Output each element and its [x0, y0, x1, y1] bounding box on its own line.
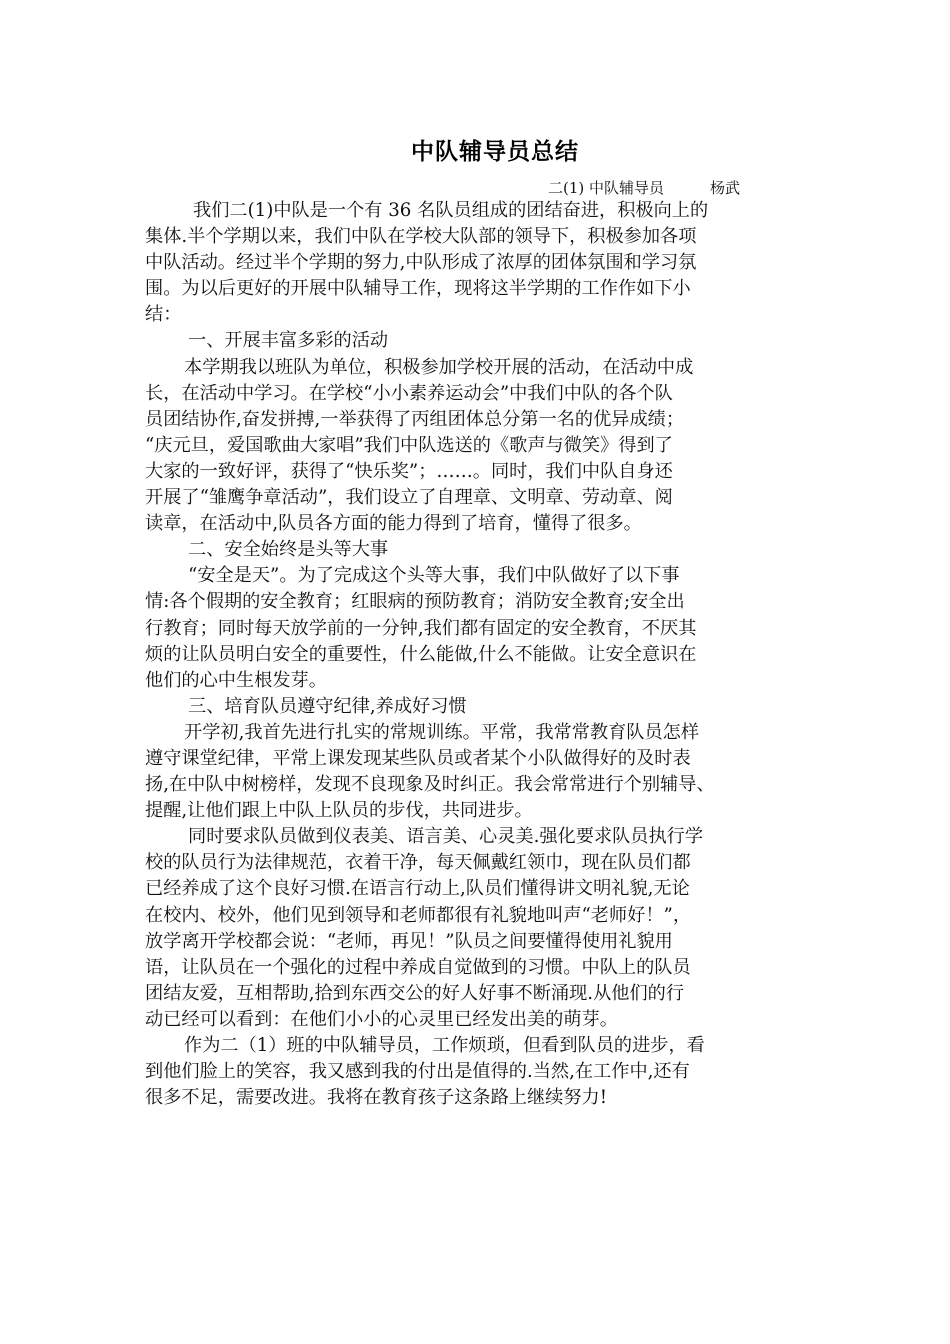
- paragraph-line: 集体.半个学期以来，我们中队在学校大队部的领导下，积极参加各项: [145, 226, 697, 248]
- paragraph-line: 开展了“雏鹰争章活动”，我们设立了自理章、文明章、劳动章、阅: [145, 487, 673, 509]
- paragraph-line: 扬,在中队中树榜样，发现不良现象及时纠正。我会常常进行个别辅导、: [145, 774, 715, 796]
- paragraph-line: 校的队员行为法律规范，衣着干净，每天佩戴红领巾，现在队员们都: [145, 852, 691, 874]
- paragraph-line: 长，在活动中学习。在学校“小小素养运动会”中我们中队的各个队: [145, 382, 673, 404]
- paragraph-line: 很多不足，需要改进。我将在教育孩子这条路上继续努力!: [145, 1087, 607, 1109]
- byline-class: 二(1) 中队辅导员: [548, 179, 665, 197]
- paragraph-line: 已经养成了这个良好习惯.在语言行动上,队员们懂得讲文明礼貌,无论: [145, 878, 690, 900]
- byline-name: 杨武: [710, 179, 741, 197]
- paragraph-line: 作为二（1）班的中队辅导员，工作烦琐，但看到队员的进步，看: [184, 1035, 705, 1056]
- paragraph-line: “庆元旦，爱国歌曲大家唱”我们中队选送的《歌声与微笑》得到了: [145, 434, 673, 456]
- paragraph-line: 开学初,我首先进行扎实的常规训练。平常，我常常教育队员怎样: [184, 721, 700, 743]
- section-heading: 三、培育队员遵守纪律,养成好习惯: [188, 695, 467, 717]
- paragraph-line: 行教育；同时每天放学前的一分钟,我们都有固定的安全教育，不厌其: [145, 617, 697, 639]
- paragraph-line: 围。为以后更好的开展中队辅导工作，现将这半学期的工作作如下小: [145, 278, 691, 300]
- paragraph-line: 读章，在活动中,队员各方面的能力得到了培育，懂得了很多。: [145, 513, 642, 535]
- paragraph-line: 提醒,让他们跟上中队上队员的步伐，共同进步。: [145, 800, 533, 822]
- paragraph-line: 在校内、校外，他们见到领导和老师都很有礼貌地叫声“老师好！”，: [145, 904, 692, 926]
- paragraph-line: 动已经可以看到：在他们小小的心灵里已经发出美的萌芽。: [145, 1008, 618, 1030]
- section-heading: 二、安全始终是头等大事: [188, 539, 389, 561]
- paragraph-line: 语，让队员在一个强化的过程中养成自觉做到的习惯。中队上的队员: [145, 956, 691, 978]
- author-byline: [548, 177, 740, 198]
- paragraph-line: 我们二(1)中队是一个有 36 名队员组成的团结奋进，积极向上的: [193, 200, 709, 221]
- paragraph-line: 本学期我以班队为单位，积极参加学校开展的活动，在活动中成: [184, 356, 694, 378]
- document-title: 中队辅导员总结: [411, 138, 579, 165]
- paragraph-line: 到他们脸上的笑容，我又感到我的付出是值得的.当然,在工作中,还有: [145, 1061, 690, 1083]
- paragraph-line: 他们的心中生根发芽。: [145, 669, 327, 691]
- section-heading: 一、开展丰富多彩的活动: [188, 330, 389, 352]
- paragraph-line: 大家的一致好评，获得了“快乐奖”；……。同时，我们中队自身还: [145, 460, 673, 482]
- paragraph-line: 同时要求队员做到仪表美、语言美、心灵美.强化要求队员执行学: [188, 826, 704, 848]
- paragraph-line: 员团结协作,奋发拼搏,一举获得了丙组团体总分第一名的优异成绩；: [145, 408, 685, 430]
- paragraph-line: 中队活动。经过半个学期的努力,中队形成了浓厚的团体氛围和学习氛: [145, 252, 697, 274]
- document-body: [145, 198, 815, 1111]
- paragraph-line: 遵守课堂纪律，平常上课发现某些队员或者某个小队做得好的及时表: [145, 747, 691, 769]
- paragraph-line: 团结友爱，互相帮助,拾到东西交公的好人好事不断涌现.从他们的行: [145, 982, 685, 1004]
- paragraph-line: 烦的让队员明白安全的重要性，什么能做,什么不能做。让安全意识在: [145, 643, 697, 665]
- paragraph-line: “安全是天”。为了完成这个头等大事，我们中队做好了以下事: [188, 565, 680, 587]
- paragraph-line: 放学离开学校都会说：“老师，再见！”队员之间要懂得使用礼貌用: [145, 930, 673, 952]
- paragraph-line: 结：: [145, 304, 182, 326]
- paragraph-line: 情:各个假期的安全教育；红眼病的预防教育；消防安全教育;安全出: [145, 591, 685, 613]
